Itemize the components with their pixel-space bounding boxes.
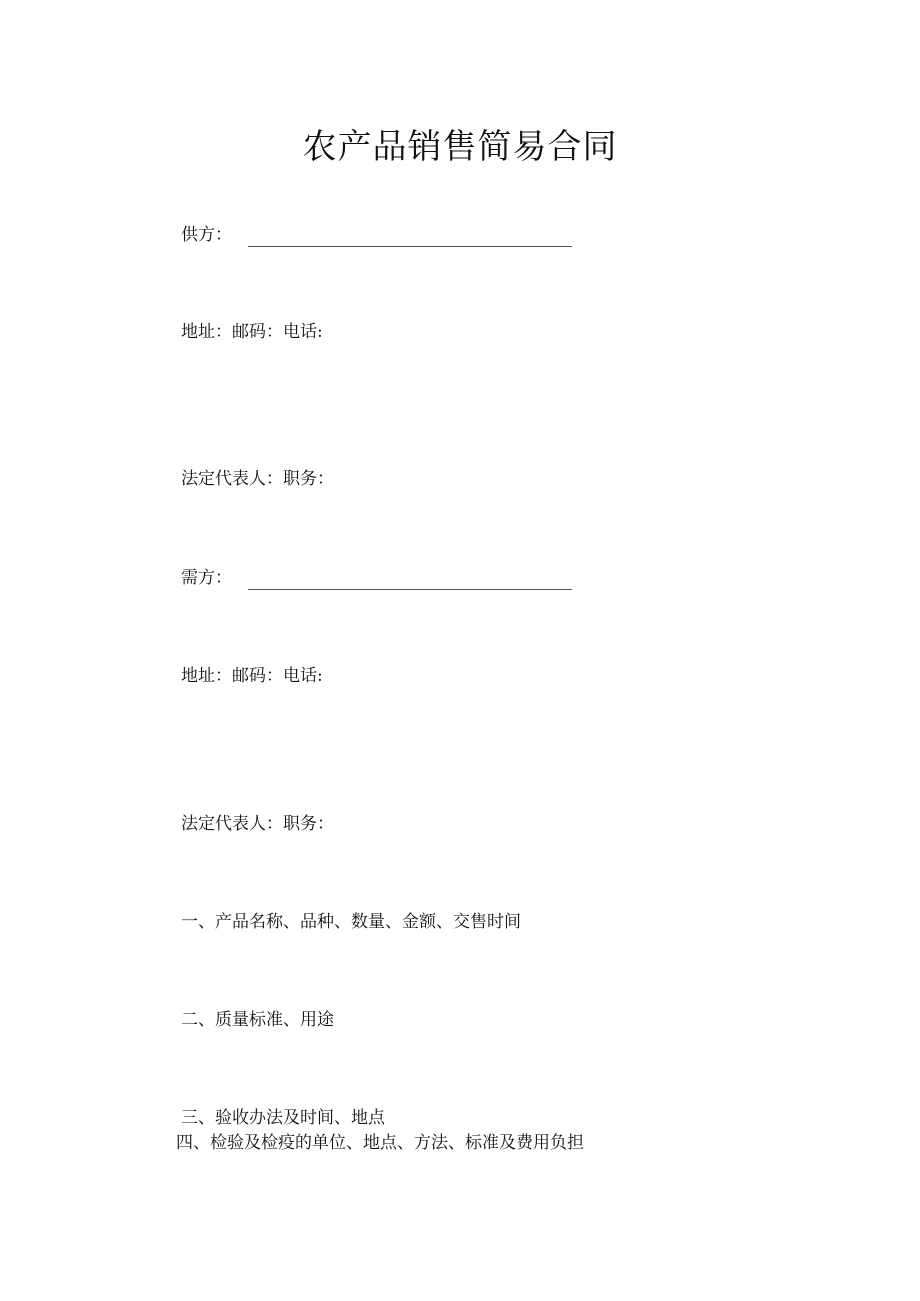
supplier-label: 供方： [181,225,232,245]
supplier-representative-line: 法定代表人：职务： [181,469,334,489]
clause-4: 四、检验及检疫的单位、地点、方法、标准及费用负担 [176,1133,584,1153]
supplier-line [181,223,572,247]
buyer-address-line: 地址：邮码：电话: [181,666,323,686]
document-title: 农产品销售简易合同 [302,127,618,167]
clause-2: 二、质量标准、用途 [181,1010,334,1030]
supplier-address-line: 地址：邮码：电话: [181,322,323,342]
clause-1: 一、产品名称、品种、数量、金额、交售时间 [181,912,521,932]
buyer-blank-field [248,569,572,590]
buyer-representative-line: 法定代表人：职务： [181,814,334,834]
buyer-line [181,566,572,590]
supplier-blank-field [248,226,572,247]
clause-3: 三、验收办法及时间、地点 [181,1108,385,1128]
buyer-label: 需方： [181,568,232,588]
